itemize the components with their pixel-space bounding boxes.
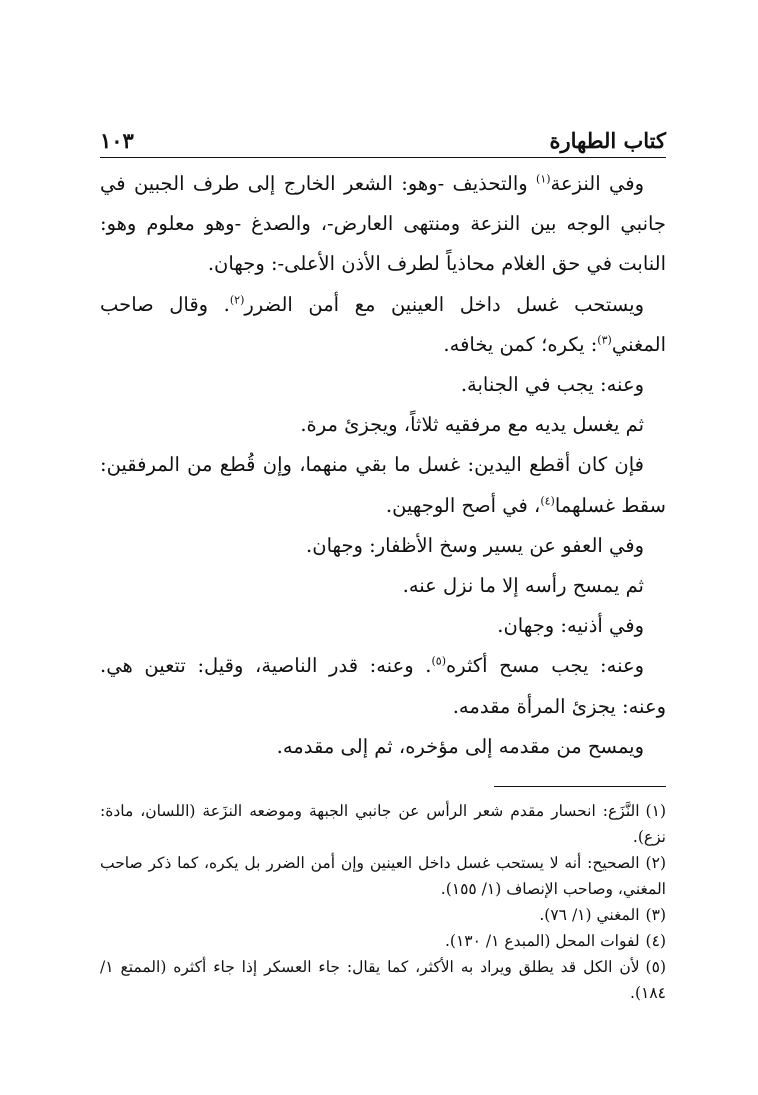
text-run: فإن كان أقطع اليدين: غسل ما بقي منهما، وإن قُطع من المرفقين: سقط غسلهما bbox=[100, 453, 666, 517]
text-run: : يكره؛ كمن يخافه. bbox=[443, 332, 598, 356]
text-run: والتحذيف -وهو: الشعر الخارج إلى طرف الجبين في جانبي الوجه بين النزعة ومنتهى العارض-، والصدغ -وهو معلوم وهو: النابت في حق الغلام محاذياً لطرف الأذن الأعلى-: وجهان. bbox=[100, 172, 666, 276]
text-run: ويستحب غسل داخل العينين مع أمن الضرر bbox=[244, 292, 644, 316]
paragraph bbox=[100, 164, 666, 285]
footnote-number: (٤) bbox=[645, 932, 666, 950]
paragraph bbox=[100, 646, 666, 726]
footnote-divider bbox=[494, 786, 666, 787]
paragraph: وعنه: يجب في الجنابة. bbox=[460, 373, 644, 397]
footnote bbox=[100, 928, 666, 954]
footnote-text: المغني (١/ ٧٦). bbox=[539, 906, 640, 924]
footnotes bbox=[100, 798, 666, 1006]
text-run: وفي النزعة bbox=[550, 172, 644, 195]
footnote-text: لأن الكل قد يطلق ويراد به الأكثر، كما يقال: جاء العسكر إذا جاء أكثره (الممتع ١/ ١٨٤). bbox=[100, 958, 666, 1002]
footnote-marker: (٤) bbox=[540, 494, 555, 508]
footnote-number: (٢) bbox=[645, 854, 666, 872]
footnote bbox=[100, 902, 666, 928]
page-number: ١٠٣ bbox=[100, 128, 134, 153]
paragraph bbox=[100, 285, 666, 365]
text-run: . وعنه: قدر الناصية، وقيل: تتعين هي. وعنه: يجزئ المرأة مقدمه. bbox=[100, 654, 666, 718]
running-header bbox=[100, 118, 666, 158]
paragraph: وفي العفو عن يسير وسخ الأظفار: وجهان. bbox=[306, 533, 644, 557]
text-run: . وقال صاحب المغني bbox=[100, 292, 666, 356]
footnote-marker: (٥) bbox=[431, 654, 446, 668]
footnote-marker: (٢) bbox=[229, 293, 245, 307]
main-text bbox=[100, 164, 666, 767]
footnote-number: (٥) bbox=[645, 958, 666, 976]
footnote bbox=[100, 954, 666, 1006]
footnote bbox=[100, 850, 666, 902]
footnote-marker: (٣) bbox=[597, 333, 612, 347]
footnote-number: (١) bbox=[645, 802, 666, 820]
text-run: وعنه: يجب مسح أكثره bbox=[445, 654, 644, 678]
paragraph bbox=[100, 445, 666, 525]
paragraph: ويمسح من مقدمه إلى مؤخره، ثم إلى مقدمه. bbox=[276, 734, 644, 758]
footnote-marker: (١) bbox=[536, 172, 551, 186]
footnote-number: (٣) bbox=[645, 906, 666, 924]
paragraph: وفي أذنيه: وجهان. bbox=[497, 614, 644, 638]
footnote-text: لفوات المحل (المبدع ١/ ١٣٠). bbox=[445, 932, 640, 950]
paragraph: ثم يغسل يديه مع مرفقيه ثلاثاً، ويجزئ مرة. bbox=[300, 413, 644, 437]
footnote-text: الصحيح: أنه لا يستحب غسل داخل العينين وإن أمن الضرر بل يكره، كما ذكر صاحب المغني، وصاحب الإنصاف (١/ ١٥٥). bbox=[100, 854, 666, 898]
footnote bbox=[100, 798, 666, 850]
footnote-text: النَّزَع: انحسار مقدم شعر الرأس عن جانبي الجبهة وموضعه النزَعة (اللسان، مادة: نزع). bbox=[100, 802, 666, 846]
paragraph: ثم يمسح رأسه إلا ما نزل عنه. bbox=[402, 574, 644, 598]
book-title: كتاب الطهارة bbox=[549, 128, 666, 153]
text-run: ، في أصح الوجهين. bbox=[385, 493, 541, 517]
